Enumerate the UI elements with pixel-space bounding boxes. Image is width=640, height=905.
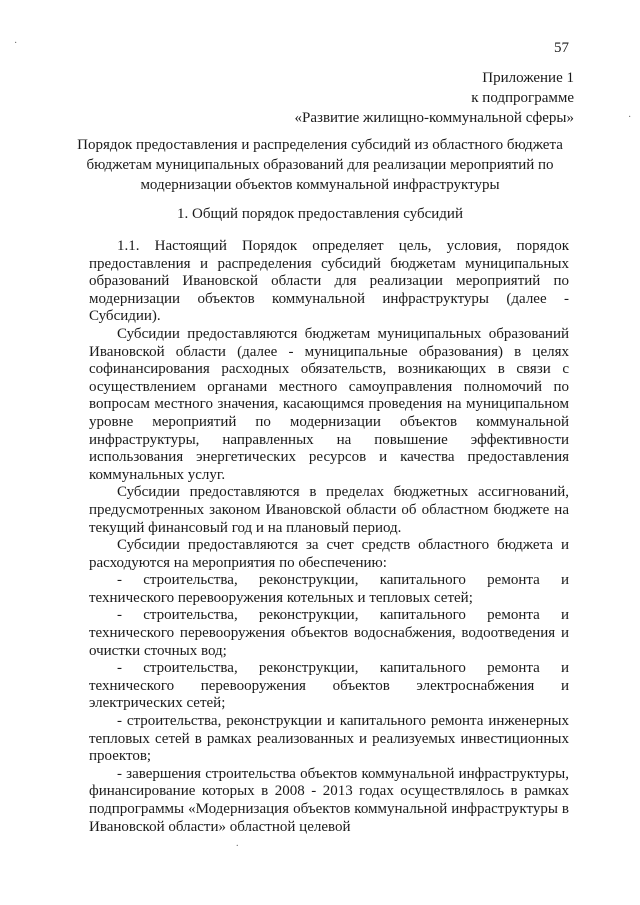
list-item: - завершения строительства объектов коммунальной инфраструктуры, финансирование которых в 2008 - 2013 годах осуществлялось в рамках подпрограммы «Модернизация объектов коммунальной инфраструктуры в Ивановской области» областной целевой — [89, 765, 569, 835]
paragraph: 1.1. Настоящий Порядок определяет цель, условия, порядок предоставления и распределения субсидий бюджетам муниципальных образований Ивановской области для реализации мероприятий по модернизации объектов коммунальной инфраструктуры (далее - Субсидии). — [89, 238, 569, 325]
body-text — [89, 238, 569, 836]
list-item: - строительства, реконструкции, капитального ремонта и технического перевооружения объектов водоснабжения, водоотведения и очистки сточных вод; — [89, 607, 569, 659]
list-item: - строительства, реконструкции, капитального ремонта и технического перевооружения котельных и тепловых сетей; — [89, 572, 569, 606]
scan-speck: · — [628, 112, 632, 123]
appendix-line-1: Приложение 1 — [482, 70, 574, 86]
list-item: - строительства, реконструкции и капитального ремонта инженерных тепловых сетей в рамках реализованных и реализуемых инвестиционных проектов; — [89, 713, 569, 765]
section-title: 1. Общий порядок предоставления субсидий — [177, 206, 463, 222]
appendix-line-3: «Развитие жилищно-коммунальной сферы» — [294, 110, 574, 126]
document-title: Порядок предоставления и распределения субсидий из областного бюджета бюджетам муниципальных образований для реализации мероприятий по модернизации объектов коммунальной инфраструктуры — [77, 137, 563, 193]
list-item: - строительства, реконструкции, капитального ремонта и технического перевооружения объектов электроснабжения и электрических сетей; — [89, 660, 569, 712]
paragraph: Субсидии предоставляются бюджетам муниципальных образований Ивановской области (далее - муниципальные образования) в целях софинансирования расходных обязательств, возникающих в связи с осуществлением органами местного самоуправления полномочий по вопросам местного значения, касающимся проведения на муниципальном уровне мероприятий по модернизации объектов коммунальной инфраструктуры, направленных на повышение эффективности использования энергетических ресурсов и качества предоставления коммунальных услуг. — [89, 325, 569, 483]
page-number: 57 — [554, 40, 569, 56]
paragraph: Субсидии предоставляются в пределах бюджетных ассигнований, предусмотренных законом Ивановской области об областном бюджете на текущий финансовый год и на плановый период. — [89, 484, 569, 536]
scan-speck: . — [236, 838, 239, 849]
appendix-block — [295, 68, 574, 128]
scan-speck: · — [14, 38, 18, 49]
appendix-line-2: к подпрограмме — [471, 90, 574, 106]
paragraph: Субсидии предоставляются за счет средств областного бюджета и расходуются на мероприятия по обеспечению: — [89, 537, 569, 571]
